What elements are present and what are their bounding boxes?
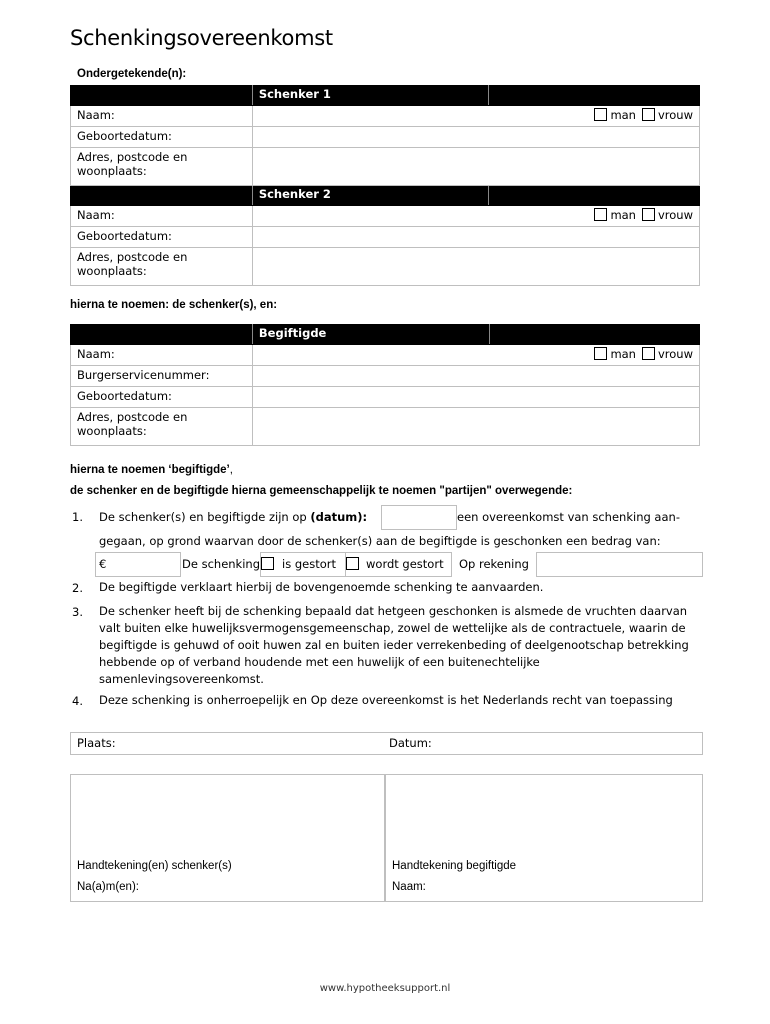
de-schenking-label: De schenking <box>182 557 260 571</box>
is-gestort-label: is gestort <box>282 557 336 571</box>
wordt-gestort-label: wordt gestort <box>366 557 444 571</box>
donor2-address-label: Adres, postcode en woonplaats: <box>71 248 253 286</box>
donor2-dob-field[interactable] <box>252 227 699 248</box>
clause2-text: De begiftigde verklaart hierbij de bovengenoemde schenking te aanvaarden. <box>99 580 544 594</box>
donor2-address-field[interactable] <box>252 248 699 286</box>
clause2-number: 2. <box>72 581 83 595</box>
donor2-gender: man vrouw <box>588 208 693 222</box>
clause3-text: De schenker heeft bij de schenking bepaald dat hetgeen geschonken is alsmede de vruchten daarvan valt buiten elke huwelijksvermogensgemeenschap, zowel de wettelijke als de contractuele, waarin de begiftigde is gehuwd of ooit huwen zal en buiten ieder verrekenbeding of deelgenootschap betrekking hebbende op of verband houdende met een huwelijk of een buitenechtelijke samenlevingsovereenkomst. <box>99 604 689 686</box>
parties-line: de schenker en de begiftigde hierna gemeenschappelijk te noemen "partijen" overwegende: <box>70 485 573 497</box>
recipient-vrouw-checkbox[interactable] <box>642 347 655 360</box>
clause4-text: Deze schenking is onherroepelijk en Op deze overeenkomst is het Nederlands recht van toepassing <box>99 693 673 707</box>
wordt-gestort-checkbox[interactable] <box>346 557 359 570</box>
donor-table <box>70 85 700 286</box>
clause1-number: 1. <box>72 510 83 524</box>
donor1-header: Schenker 1 <box>252 86 489 106</box>
hereinafter-recipient: hierna te noemen ‘begiftigde’, <box>70 464 233 476</box>
donor2-name-field[interactable] <box>252 206 699 227</box>
donor1-man-checkbox[interactable] <box>594 108 607 121</box>
recipient-signature-box[interactable] <box>384 774 703 902</box>
donor1-vrouw-checkbox[interactable] <box>642 108 655 121</box>
undersigned-heading: Ondergetekende(n): <box>77 68 187 80</box>
donor1-address-label: Adres, postcode en woonplaats: <box>71 148 253 186</box>
recipient-header: Begiftigde <box>252 325 489 345</box>
place-label: Plaats: <box>77 736 116 750</box>
recipient-address-field[interactable] <box>252 408 699 446</box>
donor1-address-field[interactable] <box>252 148 699 186</box>
donor2-dob-label: Geboortedatum: <box>71 227 253 248</box>
donor1-name-label: Naam: <box>71 106 253 127</box>
donor1-dob-label: Geboortedatum: <box>71 127 253 148</box>
recipient-name-label: Naam: <box>392 881 426 893</box>
clause1-text-a: De schenker(s) en begiftigde zijn op (datum): <box>99 510 368 524</box>
donor1-name-field[interactable] <box>252 106 699 127</box>
donor2-name-label: Naam: <box>71 206 253 227</box>
recipient-dob-label: Geboortedatum: <box>71 387 253 408</box>
donor-signature-label: Handtekening(en) schenker(s) <box>77 860 232 872</box>
donor-names-label: Na(a)m(en): <box>77 881 139 893</box>
hereinafter-donor: hierna te noemen: de schenker(s), en: <box>70 299 278 311</box>
clause1-date-input[interactable] <box>381 505 457 530</box>
clause1-text-line2: gegaan, op grond waarvan door de schenker(s) aan de begiftigde is geschonken een bedrag van: <box>99 534 661 548</box>
clause4-number: 4. <box>72 694 83 708</box>
place-date-row[interactable] <box>70 732 703 755</box>
donor2-header: Schenker 2 <box>252 186 489 206</box>
account-input[interactable] <box>536 552 703 577</box>
recipient-address-label: Adres, postcode en woonplaats: <box>71 408 253 446</box>
page-title: Schenkingsovereenkomst <box>70 26 333 50</box>
clause3-number: 3. <box>72 605 83 619</box>
footer-url: www.hypotheeksupport.nl <box>319 983 451 994</box>
donor2-vrouw-checkbox[interactable] <box>642 208 655 221</box>
recipient-bsn-label: Burgerservicenummer: <box>71 366 253 387</box>
donor1-dob-field[interactable] <box>252 127 699 148</box>
recipient-dob-field[interactable] <box>252 387 699 408</box>
is-gestort-checkbox[interactable] <box>261 557 274 570</box>
recipient-table <box>70 324 700 446</box>
clause1-text-b: een overeenkomst van schenking aan- <box>457 510 680 524</box>
recipient-name-label: Naam: <box>71 345 253 366</box>
op-rekening-label: Op rekening <box>459 557 529 571</box>
date-label: Datum: <box>389 736 432 750</box>
donor1-gender: man vrouw <box>588 108 693 122</box>
donor2-man-checkbox[interactable] <box>594 208 607 221</box>
recipient-gender: man vrouw <box>588 347 693 361</box>
recipient-signature-label: Handtekening begiftigde <box>392 860 517 872</box>
currency-symbol: € <box>99 557 107 571</box>
recipient-man-checkbox[interactable] <box>594 347 607 360</box>
recipient-bsn-field[interactable] <box>252 366 699 387</box>
recipient-name-field[interactable] <box>252 345 699 366</box>
amount-input[interactable] <box>95 552 181 577</box>
